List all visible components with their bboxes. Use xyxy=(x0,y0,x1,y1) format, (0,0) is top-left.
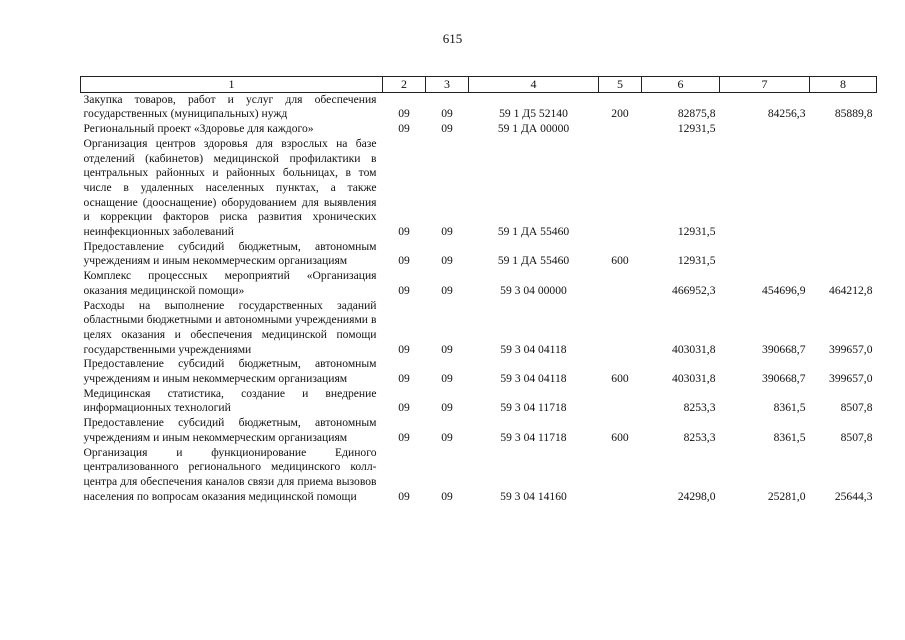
row-subsection: 09 xyxy=(441,122,453,136)
row-section: 09 xyxy=(398,107,410,121)
row-section: 09 xyxy=(398,401,410,415)
header-col-7: 7 xyxy=(720,77,810,93)
row-amount-year3 xyxy=(810,240,877,269)
row-amount-year1: 12931,5 xyxy=(677,254,716,268)
header-col-5: 5 xyxy=(599,77,642,93)
row-subsection: 09 xyxy=(441,254,453,268)
row-subsection: 09 xyxy=(441,342,453,356)
table-header-row xyxy=(81,77,877,93)
row-section: 09 xyxy=(398,283,410,297)
header-col-2: 2 xyxy=(383,77,426,93)
row-name: Региональный проект «Здоровье для каждого» xyxy=(83,122,314,136)
row-expense-type xyxy=(599,122,642,137)
row-name: Комплекс процессных мероприятий «Организация оказания медицинской помощи» xyxy=(83,269,377,297)
row-amount-year3: 8507,8 xyxy=(840,430,873,444)
row-target-article: 59 3 04 04118 xyxy=(500,342,567,356)
table-row xyxy=(81,92,877,122)
row-section: 09 xyxy=(398,342,410,356)
row-name: Предоставление субсидий бюджетным, автономным учреждениям и иным некоммерческим организациям xyxy=(83,357,377,386)
row-name: Расходы на выполнение государственных заданий областными бюджетными и автономными учреждениями в целях оказания и обеспечения медицинской помощи государственными учреждениями xyxy=(83,298,377,356)
row-amount-year2 xyxy=(720,137,810,240)
row-subsection: 09 xyxy=(441,430,453,444)
row-section: 09 xyxy=(398,372,410,386)
row-subsection: 09 xyxy=(441,489,453,503)
row-amount-year1: 8253,3 xyxy=(683,401,716,415)
row-amount-year1: 12931,5 xyxy=(677,122,716,136)
header-col-3: 3 xyxy=(426,77,469,93)
row-subsection: 09 xyxy=(441,225,453,239)
row-subsection: 09 xyxy=(441,107,453,121)
row-amount-year2: 84256,3 xyxy=(767,107,806,121)
row-target-article: 59 3 04 11718 xyxy=(500,430,567,444)
row-subsection: 09 xyxy=(441,372,453,386)
table-row xyxy=(81,122,877,137)
row-expense-type xyxy=(599,269,642,298)
row-section: 09 xyxy=(398,489,410,503)
row-subsection: 09 xyxy=(441,283,453,297)
row-subsection: 09 xyxy=(441,401,453,415)
row-section: 09 xyxy=(398,122,410,136)
table-row xyxy=(81,137,877,240)
row-target-article: 59 1 ДА 55460 xyxy=(497,225,570,239)
row-amount-year1: 403031,8 xyxy=(672,372,716,386)
row-name: Организация и функционирование Единого централизованного регионального медицинского колл-центра для обеспечения каналов связи для приема вызовов населения по вопросам оказания медицинской помощи xyxy=(83,445,377,503)
row-amount-year3: 25644,3 xyxy=(834,489,873,503)
row-target-article: 59 1 ДА 00000 xyxy=(497,122,570,136)
table-row xyxy=(81,299,877,358)
row-expense-type xyxy=(599,137,642,240)
header-col-4: 4 xyxy=(469,77,599,93)
row-amount-year2: 8361,5 xyxy=(773,401,806,415)
row-section: 09 xyxy=(398,430,410,444)
row-amount-year3: 399657,0 xyxy=(829,342,873,356)
row-amount-year1: 466952,3 xyxy=(672,283,716,297)
row-amount-year3: 399657,0 xyxy=(829,372,873,386)
row-target-article: 59 1 Д5 52140 xyxy=(499,107,568,121)
row-amount-year2 xyxy=(720,240,810,269)
row-expense-type: 600 xyxy=(611,430,629,444)
table-row xyxy=(81,387,877,416)
row-name: Предоставление субсидий бюджетным, автономным учреждениям и иным некоммерческим организациям xyxy=(83,239,377,268)
row-expense-type: 600 xyxy=(611,254,629,268)
row-expense-type: 200 xyxy=(611,107,629,121)
row-amount-year2: 8361,5 xyxy=(773,430,806,444)
row-amount-year3 xyxy=(810,137,877,240)
row-section: 09 xyxy=(398,254,410,268)
row-target-article: 59 3 04 14160 xyxy=(500,489,567,503)
row-name: Организация центров здоровья для взрослых на базе отделений (кабинетов) медицинской профилактики в центральных районных и районных больницах, в том числе в удаленных населенных пунктах, а также оснащение (дооснащение) оборудованием для выявления и коррекции факторов риска развития хронических неинфекционных заболеваний xyxy=(83,136,377,239)
row-amount-year2: 390668,7 xyxy=(762,342,806,356)
header-col-1: 1 xyxy=(81,77,383,93)
row-amount-year2: 454696,9 xyxy=(762,283,806,297)
row-target-article: 59 3 04 11718 xyxy=(500,401,567,415)
row-amount-year3: 464212,8 xyxy=(829,283,873,297)
row-expense-type xyxy=(599,299,642,358)
row-name: Предоставление субсидий бюджетным, автономным учреждениям и иным некоммерческим организациям xyxy=(83,416,377,444)
row-expense-type xyxy=(599,387,642,416)
header-col-8: 8 xyxy=(810,77,877,93)
row-section: 09 xyxy=(398,225,410,239)
row-expense-type xyxy=(599,446,642,505)
table-row xyxy=(81,357,877,386)
table-row xyxy=(81,416,877,445)
row-amount-year3: 8507,8 xyxy=(840,401,873,415)
page-number: 615 xyxy=(442,31,463,46)
row-name: Медицинская статистика, создание и внедрение информационных технологий xyxy=(83,386,377,415)
row-amount-year2 xyxy=(720,122,810,137)
row-amount-year1: 82875,8 xyxy=(677,107,716,121)
row-amount-year2: 25281,0 xyxy=(767,489,806,503)
row-amount-year3 xyxy=(810,122,877,137)
table-row xyxy=(81,446,877,505)
row-amount-year2: 390668,7 xyxy=(762,372,806,386)
row-amount-year1: 403031,8 xyxy=(672,342,716,356)
table-row xyxy=(81,269,877,298)
row-amount-year1: 12931,5 xyxy=(677,225,716,239)
budget-table xyxy=(80,76,877,504)
row-target-article: 59 3 04 00000 xyxy=(500,283,567,297)
row-target-article: 59 3 04 04118 xyxy=(500,372,567,386)
row-amount-year1: 8253,3 xyxy=(683,430,716,444)
row-amount-year3: 85889,8 xyxy=(834,107,873,121)
row-target-article: 59 1 ДА 55460 xyxy=(497,254,570,268)
row-amount-year1: 24298,0 xyxy=(677,489,716,503)
row-name: Закупка товаров, работ и услуг для обеспечения государственных (муниципальных) нужд xyxy=(83,92,377,121)
table-row xyxy=(81,240,877,269)
row-expense-type: 600 xyxy=(611,372,629,386)
header-col-6: 6 xyxy=(642,77,720,93)
